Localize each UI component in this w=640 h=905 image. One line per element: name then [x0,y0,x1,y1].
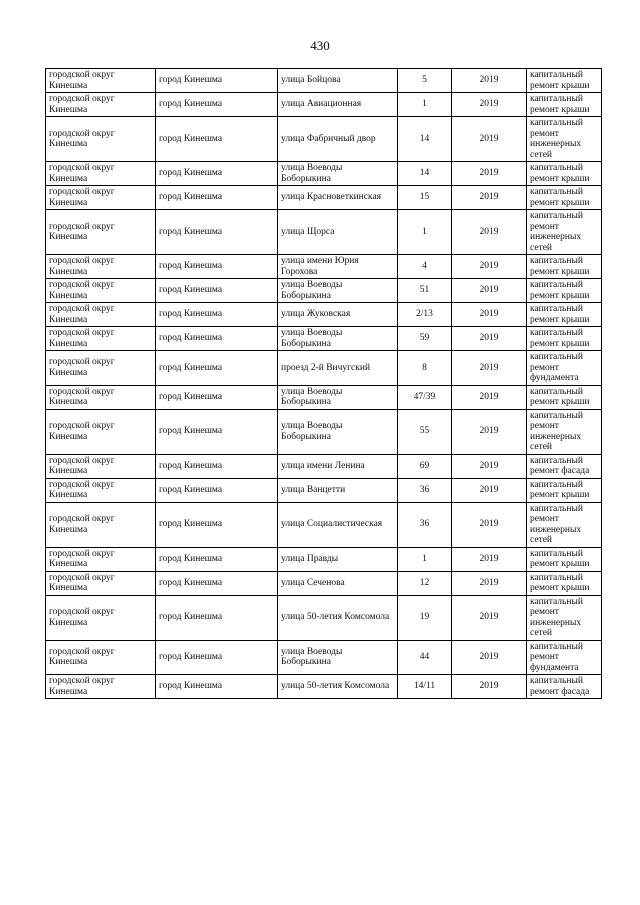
cell-settlement: город Кинешма [156,675,278,699]
cell-street: проезд 2-й Вичугский [278,351,398,386]
cell-settlement: город Кинешма [156,210,278,255]
cell-house-number: 47/39 [398,385,452,409]
cell-house-number: 44 [398,640,452,675]
cell-municipality: городской округ Кинешма [46,351,156,386]
housing-repair-table [45,68,602,699]
cell-settlement: город Кинешма [156,385,278,409]
cell-work-type: капитальный ремонт крыши [527,279,602,303]
cell-municipality: городской округ Кинешма [46,502,156,547]
cell-municipality: городской округ Кинешма [46,186,156,210]
cell-house-number: 1 [398,93,452,117]
cell-street: улица имени Юрия Горохова [278,255,398,279]
cell-street: улица Красноветкинская [278,186,398,210]
cell-house-number: 14 [398,162,452,186]
cell-work-type: капитальный ремонт инженерных сетей [527,117,602,162]
table-row [46,117,602,162]
cell-street: улица имени Ленина [278,454,398,478]
cell-street: улица Фабричный двор [278,117,398,162]
cell-house-number: 4 [398,255,452,279]
cell-street: улица Сеченова [278,571,398,595]
cell-municipality: городской округ Кинешма [46,162,156,186]
table-row [46,327,602,351]
cell-house-number: 36 [398,478,452,502]
cell-settlement: город Кинешма [156,69,278,93]
cell-settlement: город Кинешма [156,571,278,595]
cell-municipality: городской округ Кинешма [46,327,156,351]
cell-street: улица Воеводы Боборыкина [278,279,398,303]
cell-work-type: капитальный ремонт фундамента [527,351,602,386]
cell-year: 2019 [452,640,527,675]
cell-settlement: город Кинешма [156,117,278,162]
cell-house-number: 12 [398,571,452,595]
cell-work-type: капитальный ремонт крыши [527,69,602,93]
cell-municipality: городской округ Кинешма [46,69,156,93]
table-row [46,595,602,640]
table-row [46,547,602,571]
cell-year: 2019 [452,478,527,502]
cell-year: 2019 [452,595,527,640]
table-row [46,640,602,675]
cell-work-type: капитальный ремонт крыши [527,571,602,595]
cell-year: 2019 [452,93,527,117]
table-row [46,162,602,186]
table-row [46,93,602,117]
cell-street: улица Бойцова [278,69,398,93]
cell-settlement: город Кинешма [156,327,278,351]
cell-year: 2019 [452,351,527,386]
cell-settlement: город Кинешма [156,478,278,502]
cell-year: 2019 [452,502,527,547]
cell-work-type: капитальный ремонт инженерных сетей [527,210,602,255]
table-row [46,409,602,454]
cell-work-type: капитальный ремонт крыши [527,478,602,502]
table-row [46,351,602,386]
cell-municipality: городской округ Кинешма [46,210,156,255]
cell-municipality: городской округ Кинешма [46,385,156,409]
cell-house-number: 8 [398,351,452,386]
cell-year: 2019 [452,279,527,303]
cell-settlement: город Кинешма [156,595,278,640]
cell-settlement: город Кинешма [156,303,278,327]
cell-street: улица Воеводы Боборыкина [278,327,398,351]
cell-street: улица Воеводы Боборыкина [278,640,398,675]
cell-year: 2019 [452,255,527,279]
table-row [46,454,602,478]
cell-work-type: капитальный ремонт крыши [527,162,602,186]
cell-work-type: капитальный ремонт крыши [527,303,602,327]
cell-street: улица Воеводы Боборыкина [278,385,398,409]
cell-house-number: 59 [398,327,452,351]
cell-street: улица 50-летия Комсомола [278,675,398,699]
cell-work-type: капитальный ремонт инженерных сетей [527,595,602,640]
cell-municipality: городской округ Кинешма [46,675,156,699]
cell-municipality: городской округ Кинешма [46,117,156,162]
cell-year: 2019 [452,303,527,327]
table-row [46,502,602,547]
page-number: 430 [310,38,330,53]
cell-work-type: капитальный ремонт крыши [527,327,602,351]
table-body [46,69,602,699]
table-row [46,255,602,279]
table-row [46,675,602,699]
cell-year: 2019 [452,571,527,595]
cell-settlement: город Кинешма [156,454,278,478]
cell-house-number: 15 [398,186,452,210]
table-row [46,210,602,255]
cell-municipality: городской округ Кинешма [46,279,156,303]
cell-settlement: город Кинешма [156,409,278,454]
cell-municipality: городской округ Кинешма [46,303,156,327]
cell-municipality: городской округ Кинешма [46,547,156,571]
cell-house-number: 55 [398,409,452,454]
table-row [46,69,602,93]
table-row [46,478,602,502]
cell-year: 2019 [452,385,527,409]
cell-year: 2019 [452,409,527,454]
cell-house-number: 51 [398,279,452,303]
cell-street: улица Воеводы Боборыкина [278,409,398,454]
cell-street: улица 50-летия Комсомола [278,595,398,640]
cell-street: улица Щорса [278,210,398,255]
cell-house-number: 1 [398,547,452,571]
cell-municipality: городской округ Кинешма [46,255,156,279]
cell-work-type: капитальный ремонт крыши [527,255,602,279]
cell-work-type: капитальный ремонт фасада [527,454,602,478]
cell-street: улица Правды [278,547,398,571]
cell-year: 2019 [452,675,527,699]
cell-year: 2019 [452,186,527,210]
table-row [46,303,602,327]
cell-year: 2019 [452,454,527,478]
cell-municipality: городской округ Кинешма [46,409,156,454]
cell-work-type: капитальный ремонт крыши [527,93,602,117]
cell-house-number: 19 [398,595,452,640]
cell-municipality: городской округ Кинешма [46,93,156,117]
cell-settlement: город Кинешма [156,186,278,210]
cell-work-type: капитальный ремонт крыши [527,385,602,409]
cell-year: 2019 [452,117,527,162]
cell-house-number: 14/11 [398,675,452,699]
cell-settlement: город Кинешма [156,502,278,547]
table-row [46,279,602,303]
cell-settlement: город Кинешма [156,162,278,186]
cell-work-type: капитальный ремонт инженерных сетей [527,502,602,547]
cell-street: улица Жуковская [278,303,398,327]
cell-house-number: 69 [398,454,452,478]
cell-year: 2019 [452,210,527,255]
cell-work-type: капитальный ремонт крыши [527,547,602,571]
table-row [46,385,602,409]
cell-settlement: город Кинешма [156,255,278,279]
cell-work-type: капитальный ремонт крыши [527,186,602,210]
cell-settlement: город Кинешма [156,279,278,303]
cell-work-type: капитальный ремонт инженерных сетей [527,409,602,454]
cell-street: улица Ванцетти [278,478,398,502]
table-row [46,186,602,210]
cell-municipality: городской округ Кинешма [46,640,156,675]
cell-settlement: город Кинешма [156,547,278,571]
cell-settlement: город Кинешма [156,640,278,675]
cell-house-number: 14 [398,117,452,162]
cell-year: 2019 [452,69,527,93]
cell-house-number: 1 [398,210,452,255]
cell-municipality: городской округ Кинешма [46,595,156,640]
cell-house-number: 36 [398,502,452,547]
cell-municipality: городской округ Кинешма [46,571,156,595]
cell-settlement: город Кинешма [156,351,278,386]
cell-street: улица Авиационная [278,93,398,117]
table-row [46,571,602,595]
cell-municipality: городской округ Кинешма [46,478,156,502]
cell-street: улица Воеводы Боборыкина [278,162,398,186]
cell-year: 2019 [452,327,527,351]
cell-settlement: город Кинешма [156,93,278,117]
cell-house-number: 5 [398,69,452,93]
cell-house-number: 2/13 [398,303,452,327]
cell-street: улица Социалистическая [278,502,398,547]
cell-work-type: капитальный ремонт фасада [527,675,602,699]
cell-work-type: капитальный ремонт фундамента [527,640,602,675]
cell-year: 2019 [452,547,527,571]
cell-year: 2019 [452,162,527,186]
cell-municipality: городской округ Кинешма [46,454,156,478]
